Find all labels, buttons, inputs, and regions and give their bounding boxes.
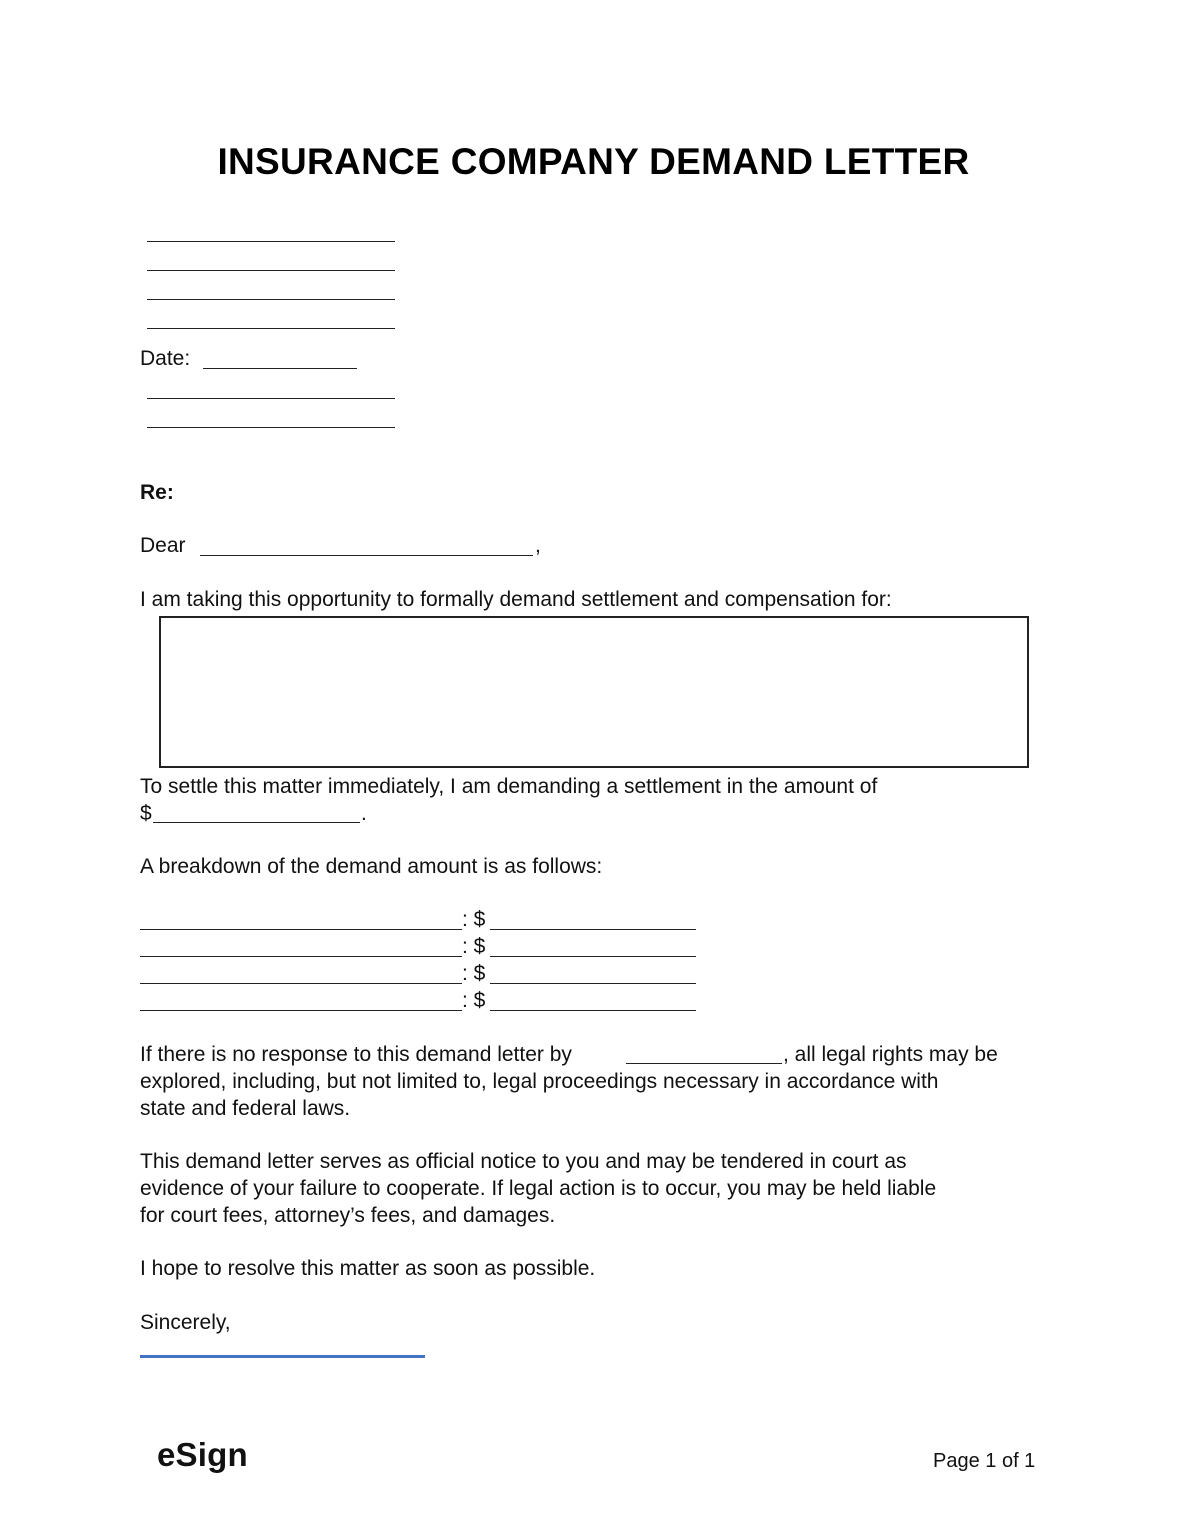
settlement-text: To settle this matter immediately, I am demanding a settlement in the amount of [140,775,878,798]
recipient-address-line-2[interactable] [147,427,395,428]
notice-text-line3: for court fees, attorney’s fees, and damages. [140,1204,556,1227]
response-text-part2: , all legal rights may be [783,1043,998,1066]
recipient-address-line-1[interactable] [147,398,395,399]
response-text-line3: state and federal laws. [140,1097,351,1120]
signature-field[interactable] [140,1355,425,1358]
notice-text-line2: evidence of your failure to cooperate. If legal action is to occur, you may be held liable [140,1177,937,1200]
re-label: Re: [140,481,174,504]
breakdown-separator: : $ [462,935,486,958]
breakdown-separator: : $ [462,962,486,985]
response-deadline-field[interactable] [626,1063,782,1064]
notice-text-line1: This demand letter serves as official notice to you and may be tendered in court as [140,1150,907,1173]
breakdown-separator: : $ [462,989,486,1012]
sender-address-line-2[interactable] [147,270,395,271]
breakdown-amount-4[interactable] [490,1010,696,1011]
breakdown-item-2[interactable] [140,956,462,957]
breakdown-separator: : $ [462,908,486,931]
breakdown-amount-1[interactable] [490,929,696,930]
response-text-part1: If there is no response to this demand letter by [140,1043,572,1066]
compensation-description-box[interactable] [159,616,1029,768]
sender-address-line-4[interactable] [147,328,395,329]
settlement-amount-field[interactable] [153,822,360,823]
document-title: INSURANCE COMPANY DEMAND LETTER [217,141,970,182]
settlement-dollar-sign: $ [140,802,152,825]
page-number: Page 1 of 1 [933,1450,1036,1472]
breakdown-item-1[interactable] [140,929,462,930]
esign-logo: eSign [157,1436,248,1473]
breakdown-intro: A breakdown of the demand amount is as follows: [140,855,603,878]
breakdown-item-3[interactable] [140,983,462,984]
intro-text: I am taking this opportunity to formally demand settlement and compensation for: [140,588,892,611]
closing-text: Sincerely, [140,1311,231,1334]
breakdown-item-4[interactable] [140,1010,462,1011]
salutation-comma: , [535,534,541,557]
sender-address-line-1[interactable] [147,241,395,242]
salutation-label: Dear [140,534,186,557]
date-field[interactable] [203,368,357,369]
recipient-name-field[interactable] [200,555,533,556]
sender-address-line-3[interactable] [147,299,395,300]
date-label: Date: [140,347,191,370]
response-text-line2: explored, including, but not limited to, legal proceedings necessary in accordance with [140,1070,939,1093]
breakdown-amount-2[interactable] [490,956,696,957]
resolve-text: I hope to resolve this matter as soon as possible. [140,1257,596,1280]
settlement-period: . [361,802,367,825]
breakdown-amount-3[interactable] [490,983,696,984]
